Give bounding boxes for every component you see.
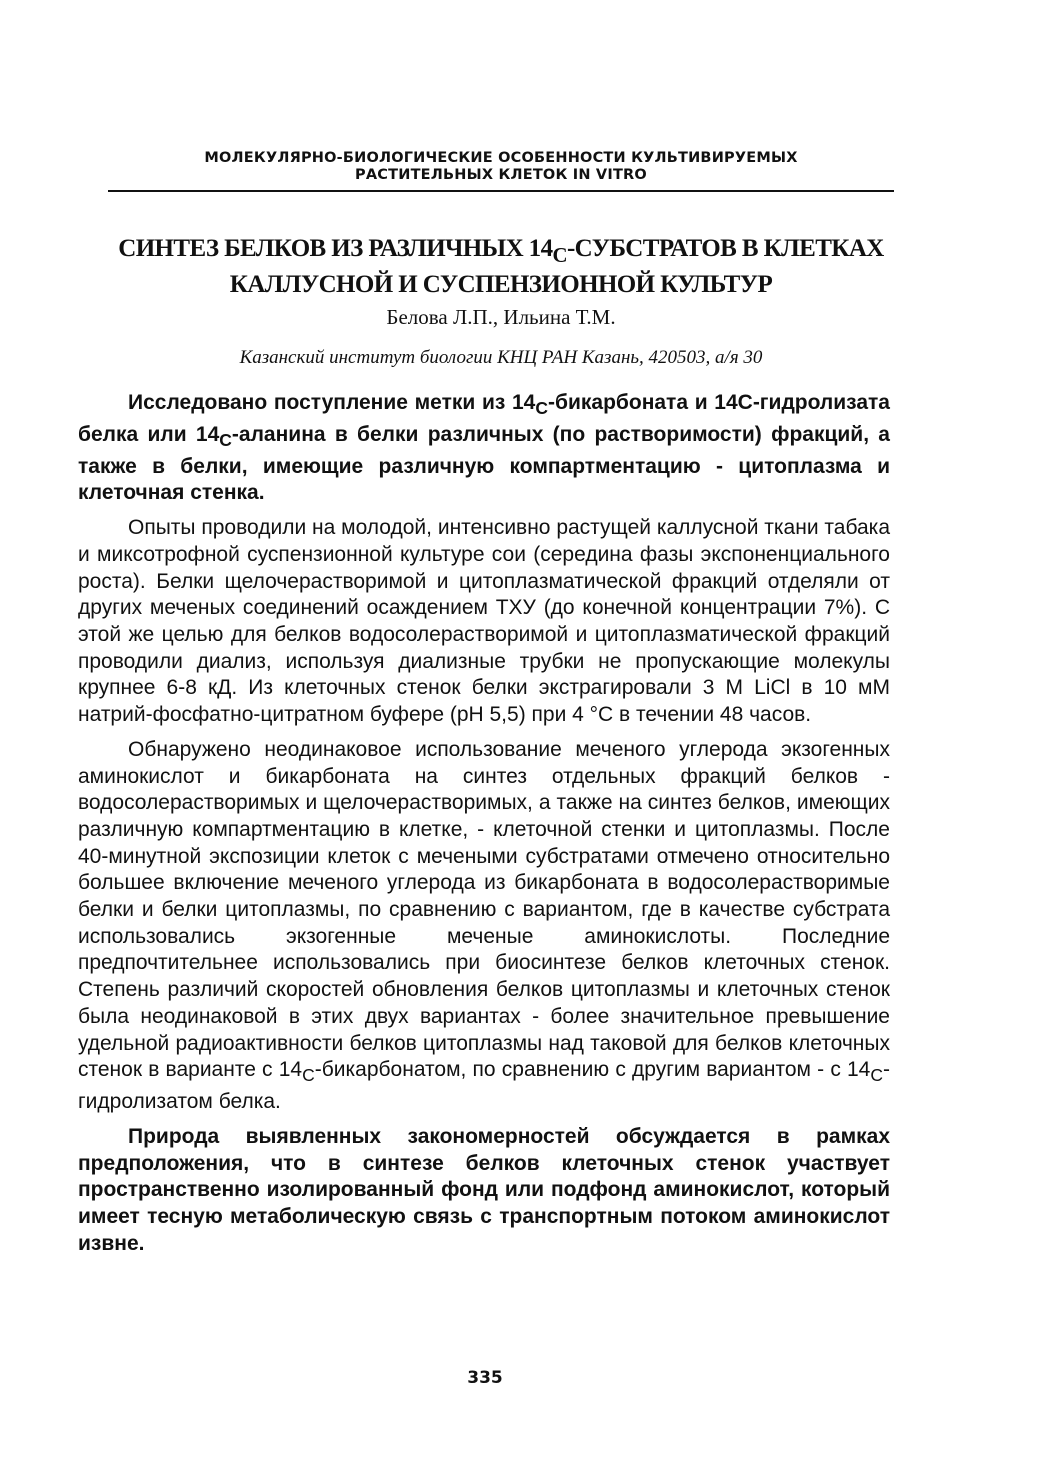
title-text-1: СИНТЕЗ БЕЛКОВ ИЗ РАЗЛИЧНЫХ 14 (118, 235, 553, 262)
p1-sub-2: С (219, 430, 232, 451)
authors: Белова Л.П., Ильина Т.М. (386, 305, 616, 329)
article-title (78, 234, 924, 299)
title-subscript: С (552, 243, 567, 267)
paragraph-2: Опыты проводили на молодой, интенсивно растущей каллусной ткани табака и миксотрофной суспензионной культуре сои (середина фазы экспоненциального роста). Белки щелочерастворимой и цитоплазматической фракций отделяли от других меченых соединений осаждением ТХУ (до конечной концентрации 7%). С этой же целью для белков водосолерастворимой и цитоплазматической фракций проводили диализ, используя диализные трубки не пропускающие молекулы крупнее 6-8 кД. Из клеточных стенок белки экстрагировали 3 М LiCl в 10 мМ натрий-фосфатно-цитратном буфере (рН 5,5) при 4 °С в течении 48 часов. (78, 516, 890, 727)
header-rule (108, 190, 894, 192)
title-line-1 (78, 234, 924, 270)
p1-sub-1: С (535, 398, 548, 419)
article-body (78, 390, 890, 1265)
p3-text-1: Обнаружено неодинаковое использование меченого углерода экзогенных аминокислот и бикарбоната на синтез отдельных фракций белков - водосолерастворимых и щелочерастворимых, а также на синтез белков, имеющих различную компартментацию в клетке, - клеточной стенки и цитоплазмы. После 40-минутной экспозиции клеток с мечеными субстратами отмечено относительно большее включение меченого углерода из бикарбоната в водосолерастворимые белки и белки цитоплазмы, по сравнению с вариантом, где в качестве субстрата использовались экзогенные меченые аминокислоты. Последние предпочтительнее использовались при биосинтезе белков клеточных стенок. Степень различий скоростей обновления белков цитоплазмы и клеточных стенок была неодинаковой в этих двух вариантах - более значительное превышение удельной радиоактивности белков цитоплазмы над таковой для белков клеточных стенок в варианте с 14 (78, 737, 890, 1082)
running-head-line-1: МОЛЕКУЛЯРНО-БИОЛОГИЧЕСКИЕ ОСОБЕННОСТИ КУЛЬТИВИРУЕМЫХ (204, 150, 798, 166)
p3-text-2: -бикарбонатом, по сравнению с другим вариантом - с 14 (314, 1058, 871, 1082)
p1-text-1: Исследовано поступление метки из 14 (128, 391, 536, 414)
p3-sub-2: С (870, 1065, 884, 1086)
p1-text-2: -бикарбоната и 14С-гидролизата белка или 14 (78, 391, 890, 446)
page-number: 335 (467, 1368, 503, 1388)
title-line-2: КАЛЛУСНОЙ И СУСПЕНЗИОННОЙ КУЛЬТУР (229, 271, 773, 298)
affiliation: Казанский институт биологии КНЦ РАН Казань, 420503, а/я 30 (239, 347, 763, 368)
paragraph-4: Природа выявленных закономерностей обсуждается в рамках предположения, что в синтезе белков клеточных стенок участвует пространственно изолированный фонд или подфонд аминокислот, который имеет тесную метаболическую связь с транспортным потоком аминокислот извне. (78, 1124, 890, 1255)
title-text-2: -СУБСТРАТОВ В КЛЕТКАХ (566, 235, 884, 262)
p3-text-3: -гидролизатом белка. (78, 1058, 891, 1114)
paragraph-3 (78, 737, 890, 1116)
paragraph-1 (78, 390, 890, 507)
running-head (108, 150, 894, 184)
p3-sub-1: С (302, 1065, 315, 1086)
running-head-line-2: РАСТИТЕЛЬНЫХ КЛЕТОК IN VITRO (355, 167, 647, 183)
p1-text-3: -аланина в белки различных (по растворимости) фракций, а также в белки, имеющие различную компартментацию - цитоплазма и клеточная стенка. (78, 422, 890, 505)
